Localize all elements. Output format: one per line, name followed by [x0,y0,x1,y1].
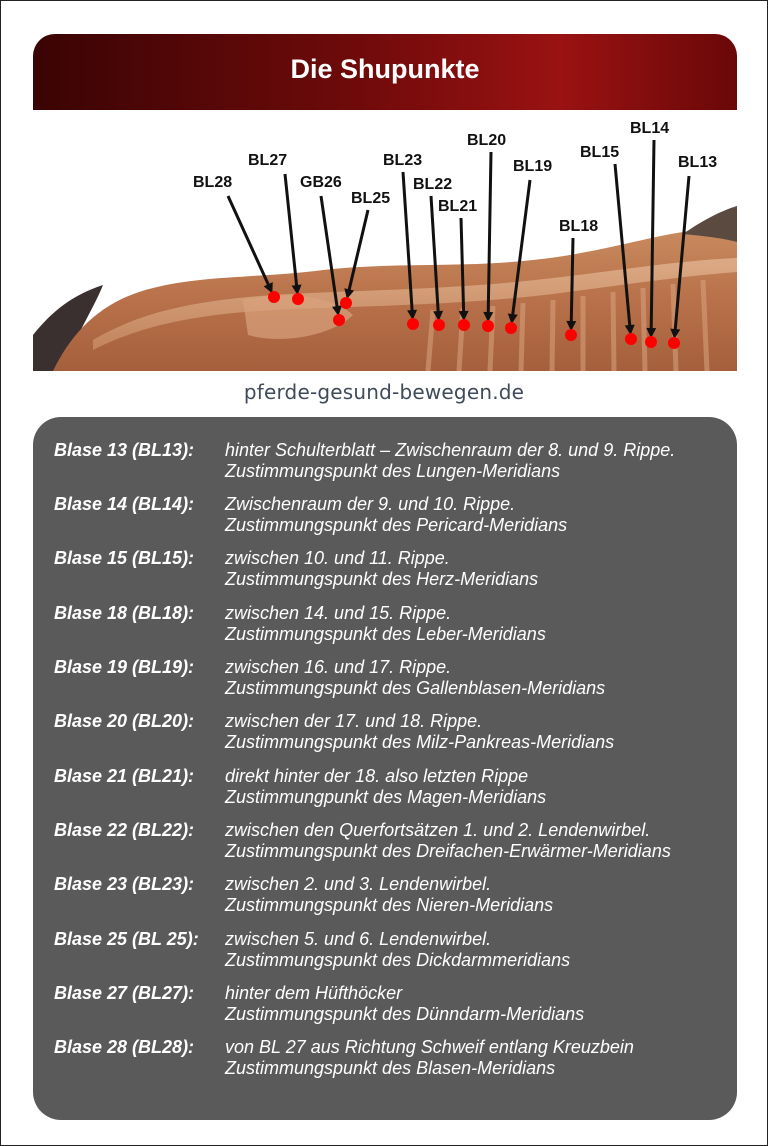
entry-meridian: Zustimmungspunkt des Dünndarm-Meridians [225,1004,585,1024]
entry-meridian: Zustimmungspunkt des Pericard-Meridians [225,515,568,535]
entry-location: zwischen 16. und 17. Rippe. [225,657,452,677]
entry-meridian: Zustimmungspunkt des Milz-Pankreas-Meridians [225,732,615,752]
point-bl22 [433,319,445,331]
horse-back-illustration [33,110,737,371]
label-bl25: BL25 [351,190,391,207]
label-gb26: GB26 [300,174,342,191]
label-bl15: BL15 [580,144,620,161]
entry-label: Blase 25 (BL 25): [54,929,199,949]
entry-meridian: Zustimmungspunkt des Blasen-Meridians [225,1058,556,1078]
entry-meridian: Zustimmungspunkt des Dreifachen-Erwärmer-Meridians [225,841,671,861]
entry-description [225,711,614,753]
point-bl27 [292,293,304,305]
point-bl19 [505,322,517,334]
title-banner [33,34,737,110]
point-bl20 [482,320,494,332]
entry-location: von BL 27 aus Richtung Schweif entlang Kreuzbein [225,1037,634,1057]
entry-location: zwischen 14. und 15. Rippe. [225,603,452,623]
entry-meridian: Zustimmungspunkt des Lungen-Meridians [225,461,561,481]
point-bl23 [407,318,419,330]
entry-location: Zwischenraum der 9. und 10. Rippe. [225,494,516,514]
entry-meridian: Zustimmungspunkt des Dickdarmmeridians [225,950,571,970]
label-bl18: BL18 [559,218,599,235]
point-gb26 [333,314,345,326]
legend-panel [33,417,737,1120]
entry-description [225,657,605,699]
label-bl14: BL14 [630,120,670,137]
point-bl25 [340,297,352,309]
label-bl21: BL21 [438,198,478,215]
page-title: Die Shupunkte [290,53,480,84]
label-bl22: BL22 [413,176,453,193]
horse-diagram [33,110,737,371]
entry-label: Blase 13 (BL13): [54,440,195,460]
entry-description [225,874,553,916]
entry-meridian: Zustimmungspunkt des Gallenblasen-Meridians [225,678,606,698]
entry-label: Blase 21 (BL21): [54,766,195,786]
labels-group [193,120,717,235]
entry-label: Blase 23 (BL23): [54,874,195,894]
entry-location: zwischen 2. und 3. Lendenwirbel. [225,874,492,894]
point-bl21 [458,319,470,331]
entry-label: Blase 20 (BL20): [54,711,195,731]
arrow-bl28 [228,196,270,289]
point-bl13 [668,337,680,349]
entry-label: Blase 15 (BL15): [54,548,195,568]
entry-label: Blase 27 (BL27): [54,983,195,1003]
label-bl19: BL19 [513,158,553,175]
point-bl14 [645,336,657,348]
entry-description [225,548,538,590]
entry-label: Blase 18 (BL18): [54,603,195,623]
label-bl13: BL13 [678,154,718,171]
arrow-bl27 [285,174,297,290]
entry-location: zwischen den Querfortsätzen 1. und 2. Lendenwirbel. [225,820,651,840]
entry-label: Blase 14 (BL14): [54,494,195,514]
entry-meridian: Zustimmungspunkt des Leber-Meridians [225,624,546,644]
entry-location: zwischen der 17. und 18. Rippe. [225,711,483,731]
entry-location: hinter Schulterblatt – Zwischenraum der 8. und 9. Rippe. [225,440,676,460]
label-bl23: BL23 [383,152,423,169]
entry-description [225,1037,634,1079]
entry-label: Blase 22 (BL22): [54,820,195,840]
entry-description [225,929,570,971]
entry-meridian: Zustimmungspunkt des Nieren-Meridians [225,895,554,915]
entry-label: Blase 28 (BL28): [54,1037,195,1057]
entry-location: zwischen 10. und 11. Rippe. [225,548,450,568]
entry-description [225,766,546,808]
point-bl28 [268,291,280,303]
label-bl27: BL27 [248,152,288,169]
entry-description [225,440,675,482]
arrow-bl18 [571,238,573,326]
website-caption: pferde-gesund-bewegen.de [243,380,525,404]
entry-location: direkt hinter der 18. also letzten Rippe [225,766,529,786]
entry-description [225,603,546,645]
label-bl20: BL20 [467,132,507,149]
entry-description [225,820,671,862]
entry-meridian: Zustimmungpunkt des Magen-Meridians [225,787,547,807]
entry-description [225,983,584,1025]
entry-label: Blase 19 (BL19): [54,657,195,677]
entry-description [225,494,567,536]
entry-location: zwischen 5. und 6. Lendenwirbel. [225,929,492,949]
label-bl28: BL28 [193,174,233,191]
point-bl18 [565,329,577,341]
point-bl15 [625,333,637,345]
entry-meridian: Zustimmungspunkt des Herz-Meridians [225,569,539,589]
entry-location: hinter dem Hüfthöcker [225,983,403,1003]
